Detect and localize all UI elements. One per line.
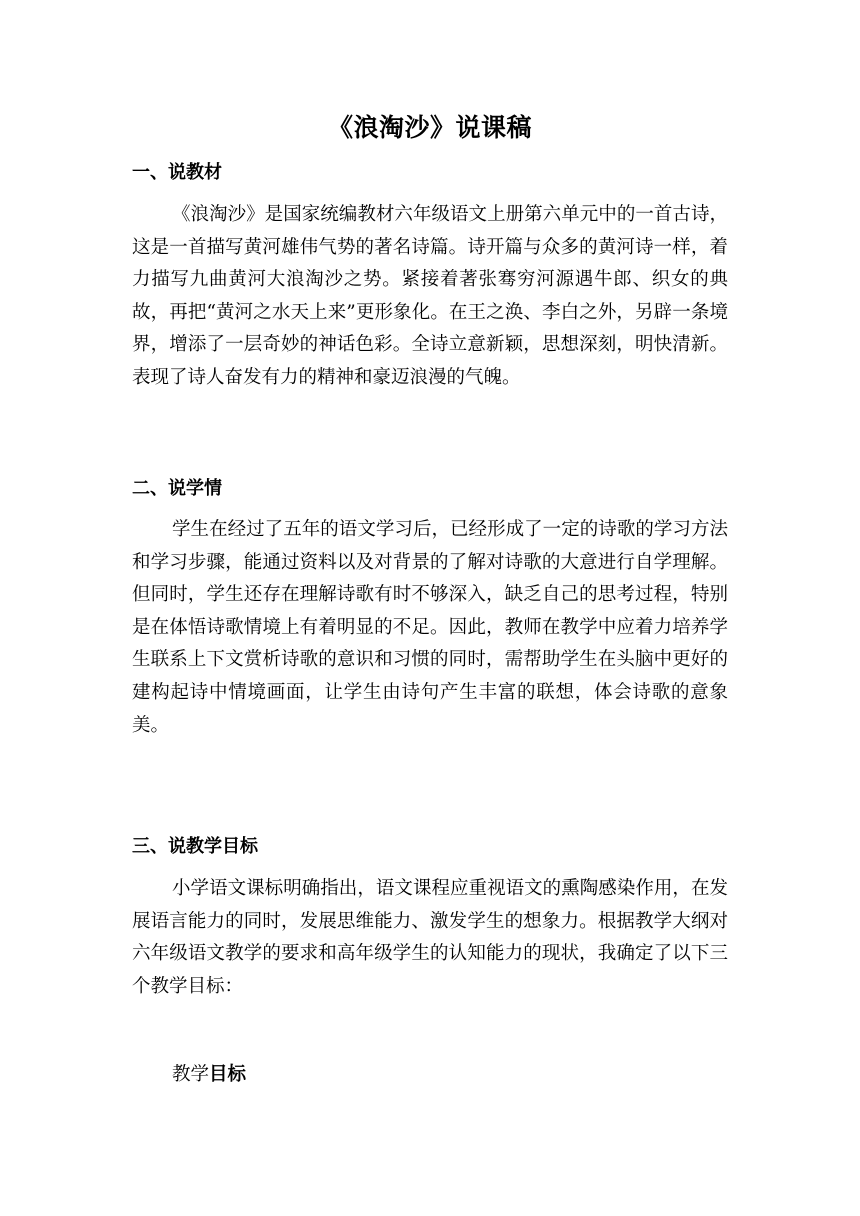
- objectives-subheading-bold: 目标: [209, 1064, 247, 1085]
- section-paragraph-textbook: 《浪淘沙》是国家统编教材六年级语文上册第六单元中的一首古诗，这是一首描写黄河雄伟气势的著名诗篇。诗开篇与众多的黄河诗一样，着力描写九曲黄河大浪淘沙之势。紧接着著张骞穷河源遇牛郎、织女的典故，再把“黄河之水天上来”更形象化。在王之涣、李白之外，另辟一条境界，增添了一层奇妙的神话色彩。全诗立意新颖，思想深刻，明快清新。表现了诗人奋发有力的精神和豪迈浪漫的气魄。: [132, 204, 728, 388]
- document-title: 《浪淘沙》说课稿: [327, 113, 532, 142]
- section-heading-students: 二、说学情: [132, 478, 222, 499]
- section-paragraph-objectives: 小学语文课标明确指出，语文课程应重视语文的熏陶感染作用，在发展语言能力的同时，发展思维能力、激发学生的想象力。根据教学大纲对六年级语文教学的要求和高年级学生的认知能力的现状，我确定了以下三个教学目标：: [132, 878, 728, 997]
- section-paragraph-students: 学生在经过了五年的语文学习后，已经形成了一定的诗歌的学习方法和学习步骤，能通过资料以及对背景的了解对诗歌的大意进行自学理解。但同时，学生还存在理解诗歌有时不够深入，缺乏自己的思考过程，特别是在体悟诗歌情境上有着明显的不足。因此，教师在教学中应着力培养学生联系上下文赏析诗歌的意识和习惯的同时，需帮助学生在头脑中更好的建构起诗中情境画面，让学生由诗句产生丰富的联想，体会诗歌的意象美。: [132, 519, 728, 736]
- objectives-subheading: [172, 1063, 246, 1087]
- section-heading-objectives: 三、说教学目标: [132, 836, 258, 857]
- section-heading-textbook: 一、说教材: [132, 162, 222, 183]
- objectives-subheading-prefix: 教学: [172, 1064, 210, 1085]
